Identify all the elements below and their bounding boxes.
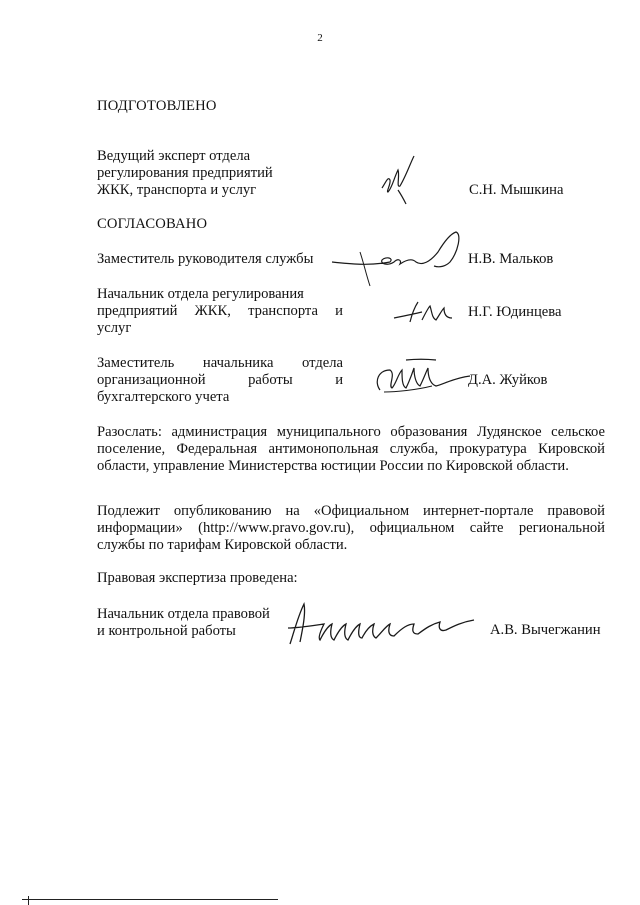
- paragraph-line: Подлежит опубликованию на «Официальном интернет-портале правовой: [97, 503, 605, 519]
- position-line: Начальник отдела правовой: [97, 606, 270, 622]
- paragraph-line: поселение, Федеральная антимонопольная служба, прокуратура Кировской: [97, 441, 605, 457]
- signatory-name: Д.А. Жуйков: [468, 372, 548, 388]
- signature-zhuikov: [366, 356, 476, 400]
- position-line: бухгалтерского учета: [97, 389, 230, 405]
- signatory-name: Н.Г. Юдинцева: [468, 304, 562, 320]
- position-line: ЖКК, транспорта и услуг: [97, 182, 257, 198]
- page-number: 2: [317, 32, 323, 44]
- legal-review-heading: Правовая экспертиза проведена:: [97, 570, 298, 586]
- signature-myshkina: [376, 148, 426, 208]
- signature-vychegzhanin: [284, 598, 484, 652]
- position-line: и контрольной работы: [97, 623, 236, 639]
- paragraph-line: области, управление Министерства юстиции России по Кировской области.: [97, 458, 569, 474]
- position-line: Заместитель руководителя службы: [97, 251, 314, 267]
- agreed-position-2: [97, 286, 343, 337]
- distribution-paragraph: [97, 424, 605, 475]
- prepared-position: [97, 148, 343, 199]
- footer-tick: [28, 896, 29, 905]
- position-line: услуг: [97, 320, 132, 336]
- signature-malkov: [330, 222, 470, 292]
- position-word: предприятий ЖКК, транспорта и: [97, 303, 343, 319]
- position-line: Заместитель начальника отдела: [97, 355, 343, 371]
- paragraph-line: Разослать: администрация муниципального образования Лудянское сельское: [97, 424, 605, 440]
- signatory-name: С.Н. Мышкина: [469, 182, 564, 198]
- signature-yudintseva: [392, 298, 462, 328]
- position-line: организационной работы и: [97, 372, 343, 388]
- position-line: [97, 303, 343, 320]
- publication-paragraph: [97, 503, 605, 554]
- footer-rule: [22, 899, 278, 900]
- signatory-name: А.В. Вычегжанин: [490, 622, 601, 638]
- position-line: Начальник отдела регулирования: [97, 286, 304, 302]
- position-line: Ведущий эксперт отдела: [97, 148, 251, 164]
- prepared-heading: ПОДГОТОВЛЕНО: [97, 98, 217, 114]
- agreed-heading: СОГЛАСОВАНО: [97, 216, 208, 232]
- agreed-position-3: [97, 355, 343, 406]
- signatory-name: Н.В. Мальков: [468, 251, 554, 267]
- position-line: регулирования предприятий: [97, 165, 273, 181]
- paragraph-line: службы по тарифам Кировской области.: [97, 537, 348, 553]
- agreed-position-1: [97, 251, 343, 268]
- paragraph-line: информации» (http://www.pravo.gov.ru), официальном сайте региональной: [97, 520, 605, 536]
